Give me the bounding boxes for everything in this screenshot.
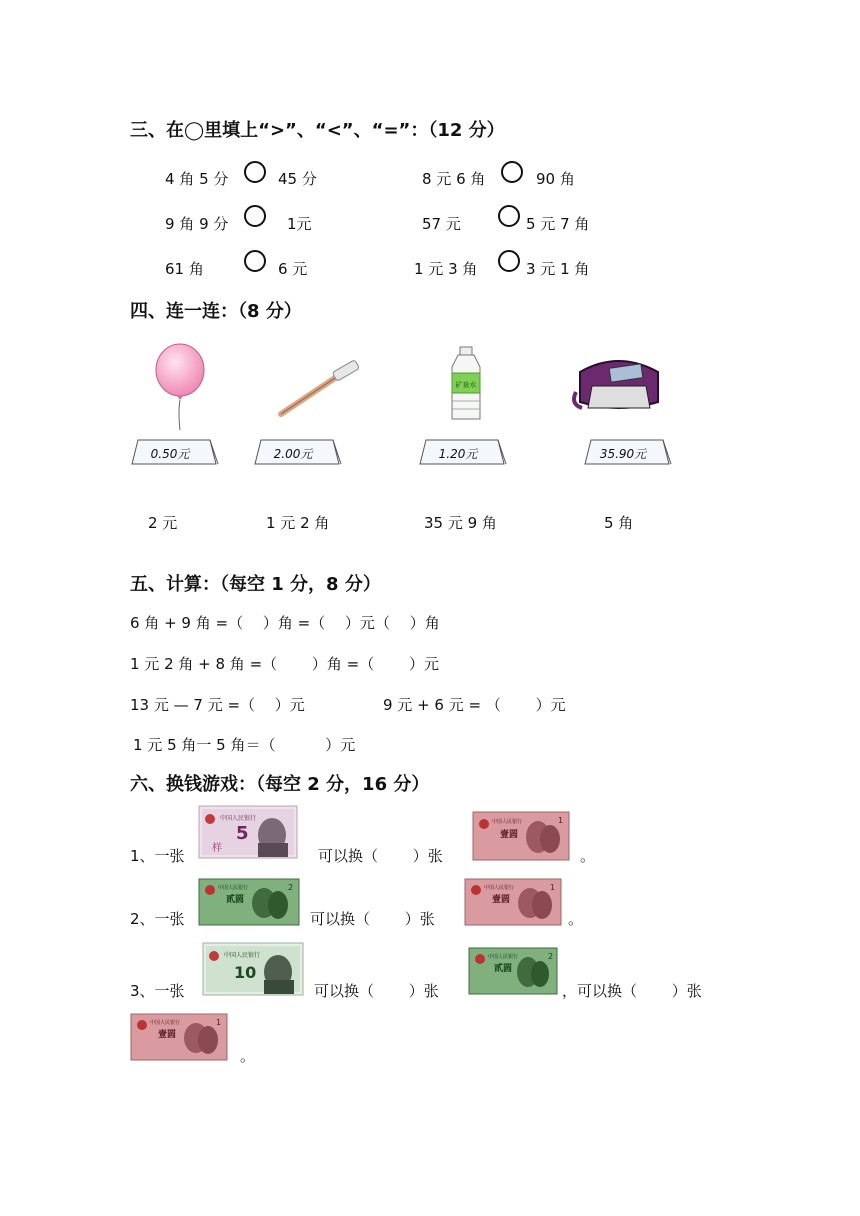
s3-row3-right2: 3 元 1 角 <box>526 260 590 278</box>
s3-row2-left2: 57 元 <box>422 215 461 233</box>
q2-end: 。 <box>568 910 584 928</box>
one-yuan-note-image <box>130 1013 230 1047</box>
q1-middle: 可以换（ ）张 <box>318 847 443 865</box>
toothbrush-image <box>275 362 365 422</box>
price-tag-text: 1.20元 <box>438 447 478 461</box>
q3-end: 。 <box>240 1047 256 1065</box>
water-bottle-image <box>446 345 486 423</box>
q1-end: 。 <box>580 847 596 865</box>
svg-text:壹圆: 壹圆 <box>500 830 519 840</box>
price-tag <box>253 438 343 466</box>
five-yuan-note-image <box>198 805 298 854</box>
q3-middle2: ，可以换（ ）张 <box>562 982 702 1000</box>
calc-line: 1 元 2 角 + 8 角 =（ ）角 =（ ）元 <box>130 655 440 673</box>
s3-row2-right: 1元 <box>287 215 312 233</box>
q2-middle: 可以换（ ）张 <box>310 910 435 928</box>
svg-text:1: 1 <box>558 816 564 825</box>
compare-circle[interactable] <box>244 161 266 183</box>
svg-text:壹圆: 壹圆 <box>492 895 511 905</box>
compare-circle[interactable] <box>498 250 520 272</box>
svg-text:壹圆: 壹圆 <box>158 1030 177 1040</box>
answer-option[interactable]: 5 角 <box>604 514 634 532</box>
price-tag <box>130 438 220 466</box>
two-yuan-note-image <box>468 947 568 981</box>
calc-line: 13 元 — 7 元 =（ ）元 <box>130 696 305 714</box>
price-tag-text: 2.00元 <box>273 447 313 461</box>
balloon-image <box>150 342 210 432</box>
svg-text:中国人民银行: 中国人民银行 <box>224 952 261 959</box>
ten-yuan-note-image <box>202 942 302 982</box>
answer-option[interactable]: 1 元 2 角 <box>266 514 330 532</box>
svg-text:中国人民银行: 中国人民银行 <box>488 954 519 960</box>
svg-text:1: 1 <box>216 1018 222 1027</box>
q2-prefix: 2、一张 <box>130 910 185 928</box>
bag-image <box>570 352 666 414</box>
s3-row2-right2: 5 元 7 角 <box>526 215 590 233</box>
price-tag-text: 0.50元 <box>150 447 190 461</box>
q3-middle: 可以换（ ）张 <box>314 982 439 1000</box>
price-tag-text: 35.90元 <box>599 447 647 461</box>
calc-line: 6 角 + 9 角 =（ ）角 =（ ）元（ ）角 <box>130 614 440 632</box>
svg-text:中国人民银行: 中国人民银行 <box>218 885 249 891</box>
price-tag <box>583 438 673 466</box>
price-tag <box>418 438 508 466</box>
s3-row1-left: 4 角 5 分 <box>165 170 229 188</box>
section6-title: 六、换钱游戏：（每空 2 分，16 分） <box>130 774 430 795</box>
q1-prefix: 1、一张 <box>130 847 185 865</box>
compare-circle[interactable] <box>244 250 266 272</box>
one-yuan-note-image <box>472 811 572 845</box>
s3-row2-left: 9 角 9 分 <box>165 215 229 233</box>
svg-text:2: 2 <box>288 883 294 892</box>
bottle-label: 矿泉水 <box>455 381 477 389</box>
answer-option[interactable]: 35 元 9 角 <box>424 514 497 532</box>
svg-text:2: 2 <box>548 952 554 961</box>
compare-circle[interactable] <box>244 205 266 227</box>
svg-text:5: 5 <box>236 823 249 844</box>
section4-title: 四、连一连：（8 分） <box>130 301 302 322</box>
svg-text:中国人民银行: 中国人民银行 <box>484 885 515 891</box>
s3-row1-left2: 8 元 6 角 <box>422 170 486 188</box>
svg-text:中国人民银行: 中国人民银行 <box>220 815 257 822</box>
s3-row3-left2: 1 元 3 角 <box>414 260 478 278</box>
svg-text:10: 10 <box>234 963 257 982</box>
compare-circle[interactable] <box>501 161 523 183</box>
svg-text:贰圆: 贰圆 <box>226 895 245 905</box>
s3-row3-left: 61 角 <box>165 260 204 278</box>
section5-title: 五、计算：（每空 1 分，8 分） <box>130 574 381 595</box>
svg-text:样: 样 <box>212 843 222 854</box>
section3-title: 三、在◯里填上“>”、“<”、“=”：（12 分） <box>130 120 505 141</box>
svg-text:中国人民银行: 中国人民银行 <box>492 819 523 825</box>
q3-prefix: 3、一张 <box>130 982 185 1000</box>
calc-line: 1 元 5 角一 5 角＝（ ）元 <box>133 736 356 754</box>
svg-text:1: 1 <box>550 883 556 892</box>
calc-line: 9 元 + 6 元 = （ ）元 <box>383 696 566 714</box>
compare-circle[interactable] <box>498 205 520 227</box>
one-yuan-note-image <box>464 878 564 912</box>
s3-row3-right: 6 元 <box>278 260 308 278</box>
svg-text:中国人民银行: 中国人民银行 <box>150 1020 181 1026</box>
answer-option[interactable]: 2 元 <box>148 514 178 532</box>
svg-text:贰圆: 贰圆 <box>494 964 513 974</box>
two-yuan-note-image <box>198 878 298 912</box>
s3-row1-right: 45 分 <box>278 170 317 188</box>
s3-row1-right2: 90 角 <box>536 170 575 188</box>
